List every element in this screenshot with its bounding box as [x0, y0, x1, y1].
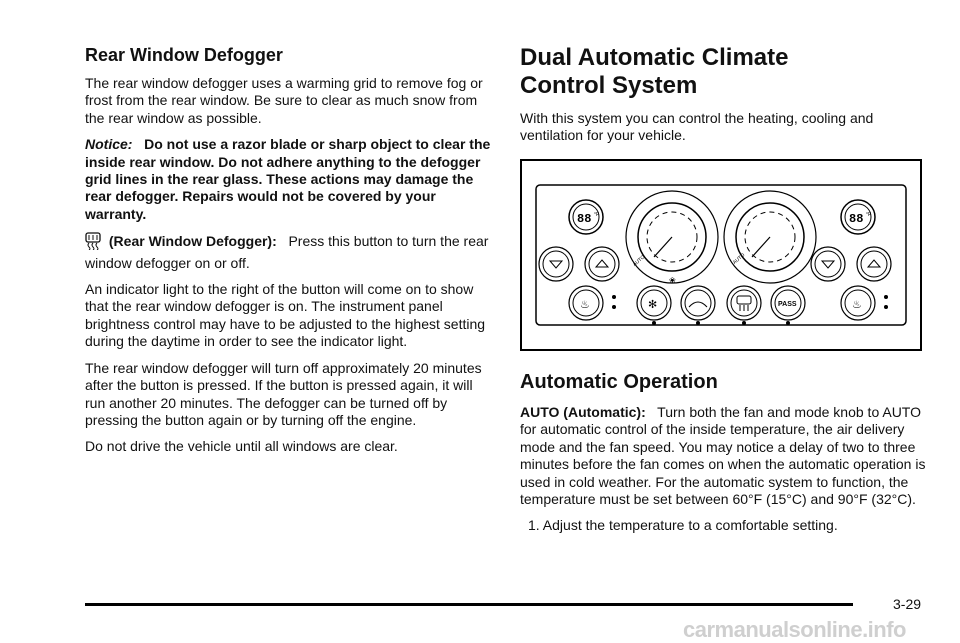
section-heading-defogger: Rear Window Defogger [85, 45, 283, 65]
intro-paragraph: With this system you can control the heating, cooling and ventilation for your vehicle. [520, 110, 874, 144]
svg-text:88: 88 [577, 212, 592, 226]
svg-text:AUTO: AUTO [731, 252, 747, 266]
paragraph: The rear window defogger uses a warming grid to remove fog or frost from the rear window. Be sure to clear as much snow from the rear window as possible. [85, 75, 483, 126]
rear-defogger-icon [85, 232, 101, 254]
right-temp-up-button[interactable] [857, 247, 891, 281]
right-temp-display [841, 200, 875, 234]
paragraph: The rear window defogger will turn off approximately 20 minutes after the button is pressed. If the button is pressed again, it will run another 20 minutes. The defogger can be turned off by pressing the button again or by turning off the engine. [85, 359, 482, 428]
driver-heated-seat-button[interactable] [569, 286, 616, 320]
defogger-label: (Rear Window Defogger): [108, 233, 277, 250]
climate-control-figure [520, 159, 922, 351]
footer-rule [85, 603, 853, 606]
passenger-button[interactable] [771, 286, 805, 325]
right-column-lower [520, 370, 930, 535]
svg-text:♨: ♨ [580, 298, 590, 311]
mode-knob[interactable] [724, 191, 816, 283]
svg-text:°F: °F [866, 212, 872, 218]
page-number: 3-29 [893, 596, 922, 612]
svg-text:°F: °F [594, 212, 600, 218]
page-title-line1: Dual Automatic Climate [520, 44, 789, 71]
defogger-text: Press this button to turn the rear window defogger on or off. [85, 233, 489, 271]
right-column [520, 44, 930, 154]
notice-label: Notice: [85, 136, 133, 153]
page-title-line2: Control System [520, 72, 698, 99]
notice-text: Do not use a razor blade or sharp object to clear the inside rear window. Do not adhere anything to the defogger grid lines in the rear glass. These actions may damage the rear defogger. Repairs would not be covered by your warranty. [85, 136, 491, 222]
climate-panel-illustration [522, 161, 920, 349]
paragraph: An indicator light to the right of the button will come on to show that the rear window defogger is on. The instrument panel brightness control may have to be adjusted to the highest setting during the daytime in order to see the indicator light. [85, 281, 486, 350]
paragraph: Do not drive the vehicle until all windows are clear. [85, 438, 398, 455]
svg-text:♨: ♨ [852, 298, 862, 311]
fan-knob[interactable] [626, 191, 718, 285]
defogger-button-paragraph [85, 232, 495, 272]
step-1: 1. Adjust the temperature to a comfortable setting. [528, 517, 838, 534]
recirculation-button[interactable] [681, 286, 715, 325]
svg-text:❀: ❀ [669, 276, 676, 285]
svg-text:AUTO: AUTO [631, 254, 647, 268]
left-column [85, 44, 495, 465]
watermark: carmanualsonline.info [683, 617, 906, 642]
rear-defog-button[interactable] [727, 286, 761, 325]
left-temp-down-button[interactable] [539, 247, 573, 281]
left-temp-up-button[interactable] [585, 247, 619, 281]
auto-paragraph [520, 404, 930, 508]
svg-text:88: 88 [849, 212, 864, 226]
svg-text:✻: ✻ [648, 298, 658, 311]
section-heading-automatic: Automatic Operation [520, 371, 718, 393]
svg-text:PASS: PASS [778, 301, 797, 308]
passenger-heated-seat-button[interactable] [841, 286, 888, 320]
auto-text: Turn both the fan and mode knob to AUTO for automatic control of the inside temperature, the air delivery mode and the fan speed. You may notice a delay of two to three minutes before the fan comes on when the automatic operation is used in cold weather. For the automatic system to function, the temperature must be set between 60°F (15°C) and 90°F (32°C). [520, 404, 926, 508]
right-temp-down-button[interactable] [811, 247, 845, 281]
left-temp-display [569, 200, 603, 234]
notice-paragraph [85, 136, 495, 223]
ac-button[interactable] [637, 286, 671, 325]
auto-label: AUTO (Automatic): [520, 404, 646, 420]
